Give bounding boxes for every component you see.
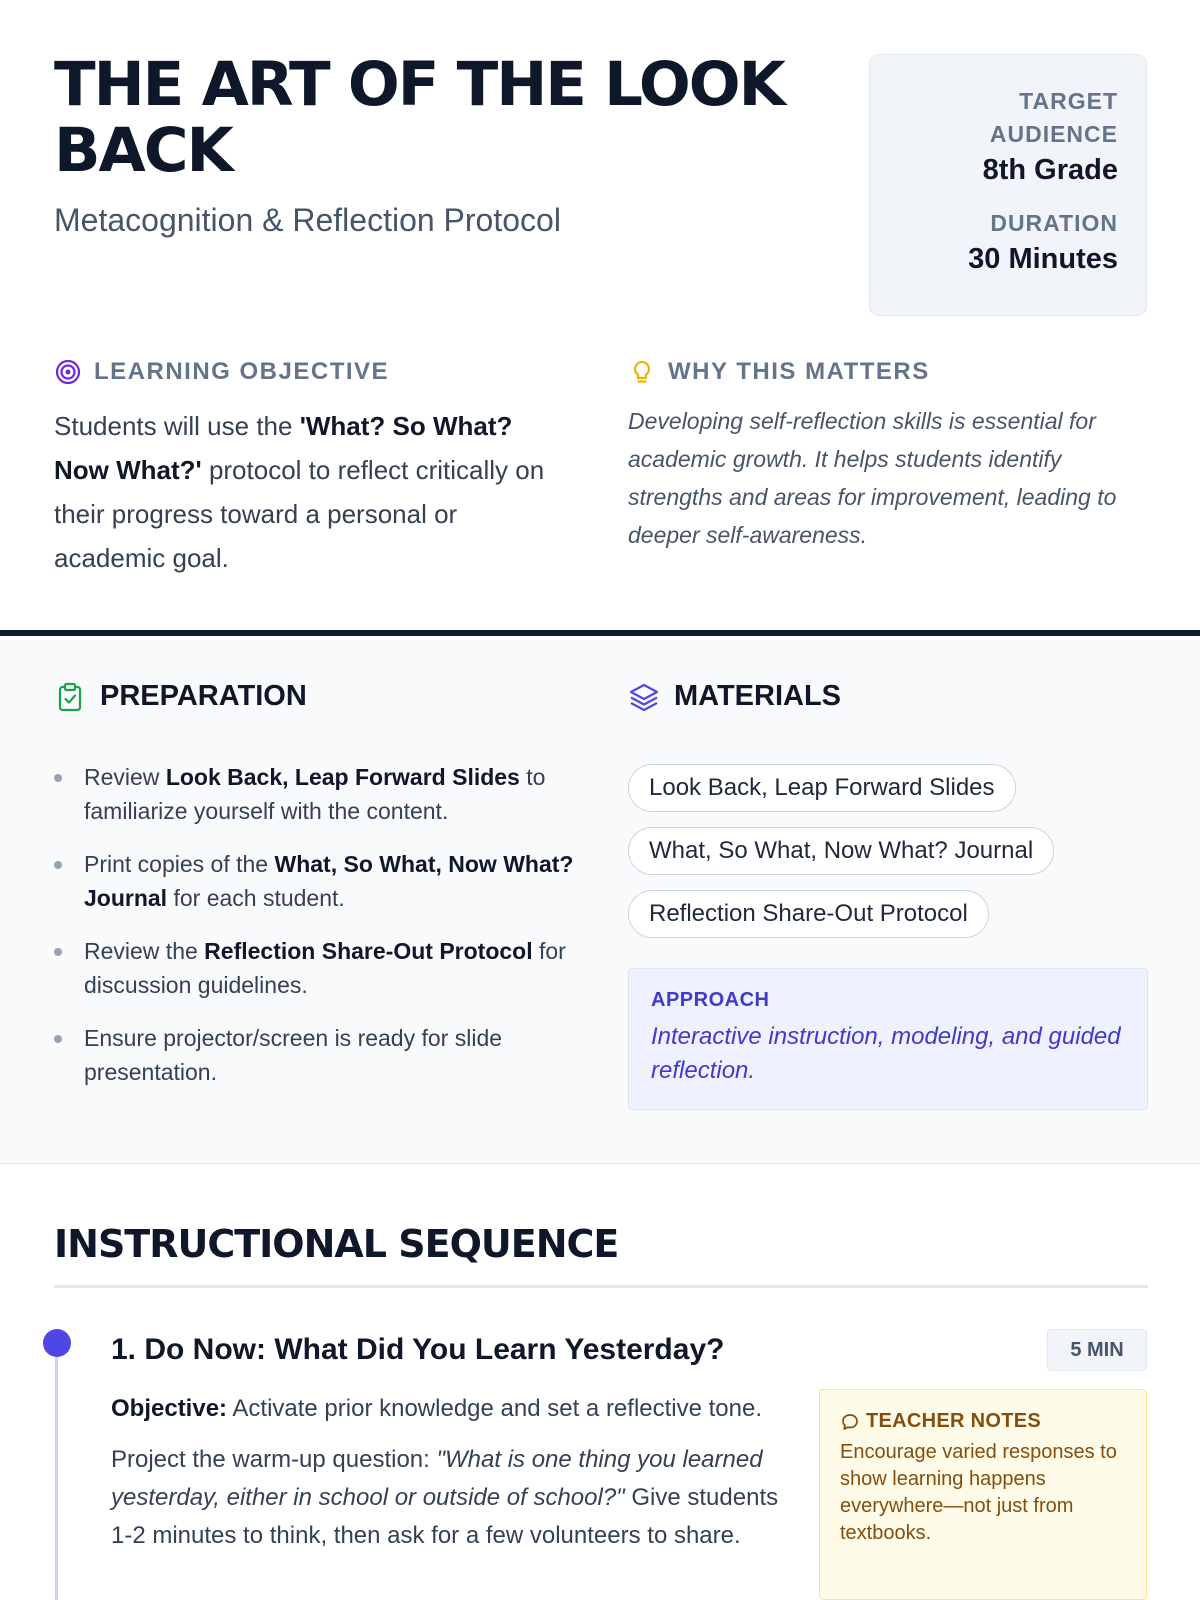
objective-text-after: protocol to reflect critically on their progress toward a personal or academic goal. [54, 455, 545, 573]
prep-text: Review [84, 764, 166, 790]
material-tag: Reflection Share-Out Protocol [628, 890, 989, 938]
preparation-heading-text: PREPARATION [100, 680, 307, 712]
teacher-notes-label [840, 1410, 1126, 1433]
learning-objective-heading [54, 358, 389, 386]
page-subtitle: Metacognition & Reflection Protocol [54, 202, 561, 238]
prep-bold: Reflection Share-Out Protocol [204, 938, 533, 964]
why-matters-heading [628, 358, 930, 386]
step-objective-label: Objective: [111, 1395, 228, 1422]
list-item [54, 1021, 574, 1089]
learning-objective-heading-text: LEARNING OBJECTIVE [94, 358, 390, 385]
materials-list [628, 764, 1148, 953]
prep-bold: Look Back, Leap Forward Slides [165, 764, 520, 790]
why-matters-heading-text: WHY THIS MATTERS [668, 358, 930, 385]
target-icon [54, 358, 82, 386]
prep-bold: What, So What, Now What? Journal [84, 851, 574, 911]
step-objective-text: Activate prior knowledge and set a reflective tone. [227, 1395, 763, 1422]
teacher-notes-label-text: TEACHER NOTES [866, 1410, 1042, 1432]
lightbulb-icon [628, 358, 656, 386]
sequence-title: INSTRUCTIONAL SEQUENCE [54, 1222, 619, 1266]
prep-text: Ensure projector/screen is ready for slide presentation. [84, 1025, 503, 1085]
preparation-heading [54, 680, 307, 713]
prep-text: Print copies of the [84, 851, 275, 877]
step-body-quote: "What is one thing you learned yesterday, either in school or outside of school?" [111, 1446, 763, 1511]
duration-label: DURATION [990, 210, 1118, 236]
prep-text: Review the [84, 938, 205, 964]
step-body [111, 1441, 801, 1555]
info-card [869, 54, 1147, 316]
prep-text: for discussion guidelines. [84, 938, 566, 998]
material-tag: Look Back, Leap Forward Slides [628, 764, 1016, 812]
step-objective [111, 1391, 811, 1427]
target-audience-label: TARGET AUDIENCE [989, 88, 1118, 147]
prep-text: to familiarize yourself with the content. [84, 764, 546, 824]
step-body-text: Project the warm-up question: [111, 1446, 437, 1473]
approach-box [628, 968, 1148, 1110]
prep-materials-section [0, 636, 1200, 1164]
teacher-notes [819, 1389, 1147, 1600]
materials-heading [628, 680, 841, 713]
time-badge: 5 MIN [1047, 1329, 1147, 1371]
page-title: THE ART OF THE LOOK BACK [54, 49, 784, 186]
header-section [0, 0, 1200, 630]
step-title: 1. Do Now: What Did You Learn Yesterday? [111, 1333, 725, 1366]
target-audience-value: 8th Grade [982, 154, 1118, 186]
speech-bubble-icon [840, 1412, 860, 1432]
clipboard-check-icon [54, 681, 86, 713]
timeline-dot [43, 1329, 71, 1357]
list-item [54, 934, 574, 1002]
list-item [54, 847, 574, 915]
timeline-line [55, 1345, 58, 1600]
learning-objective-text [54, 404, 574, 580]
approach-label: APPROACH [651, 989, 770, 1011]
step-body-text: Give students 1-2 minutes to think, then ask for a few volunteers to share. [111, 1484, 779, 1549]
teacher-notes-text: Encourage varied responses to show learning happens everywhere—not just from textbooks. [840, 1441, 1117, 1544]
duration-value: 30 Minutes [968, 243, 1118, 275]
why-matters-text: Developing self-reflection skills is essential for academic growth. It helps students identify strengths and areas for improvement, leading to deeper self-awareness. [628, 408, 1117, 548]
materials-heading-text: MATERIALS [674, 680, 842, 712]
prep-text: for each student. [167, 885, 345, 911]
preparation-list [54, 760, 574, 1108]
objective-text-before: Students will use the [54, 411, 300, 441]
sequence-divider [54, 1285, 1148, 1288]
objective-text-bold: 'What? So What? Now What?' [54, 411, 513, 485]
approach-text: Interactive instruction, modeling, and guided reflection. [651, 1023, 1121, 1084]
layers-icon [628, 681, 660, 713]
list-item [54, 760, 574, 828]
material-tag: What, So What, Now What? Journal [628, 827, 1054, 875]
